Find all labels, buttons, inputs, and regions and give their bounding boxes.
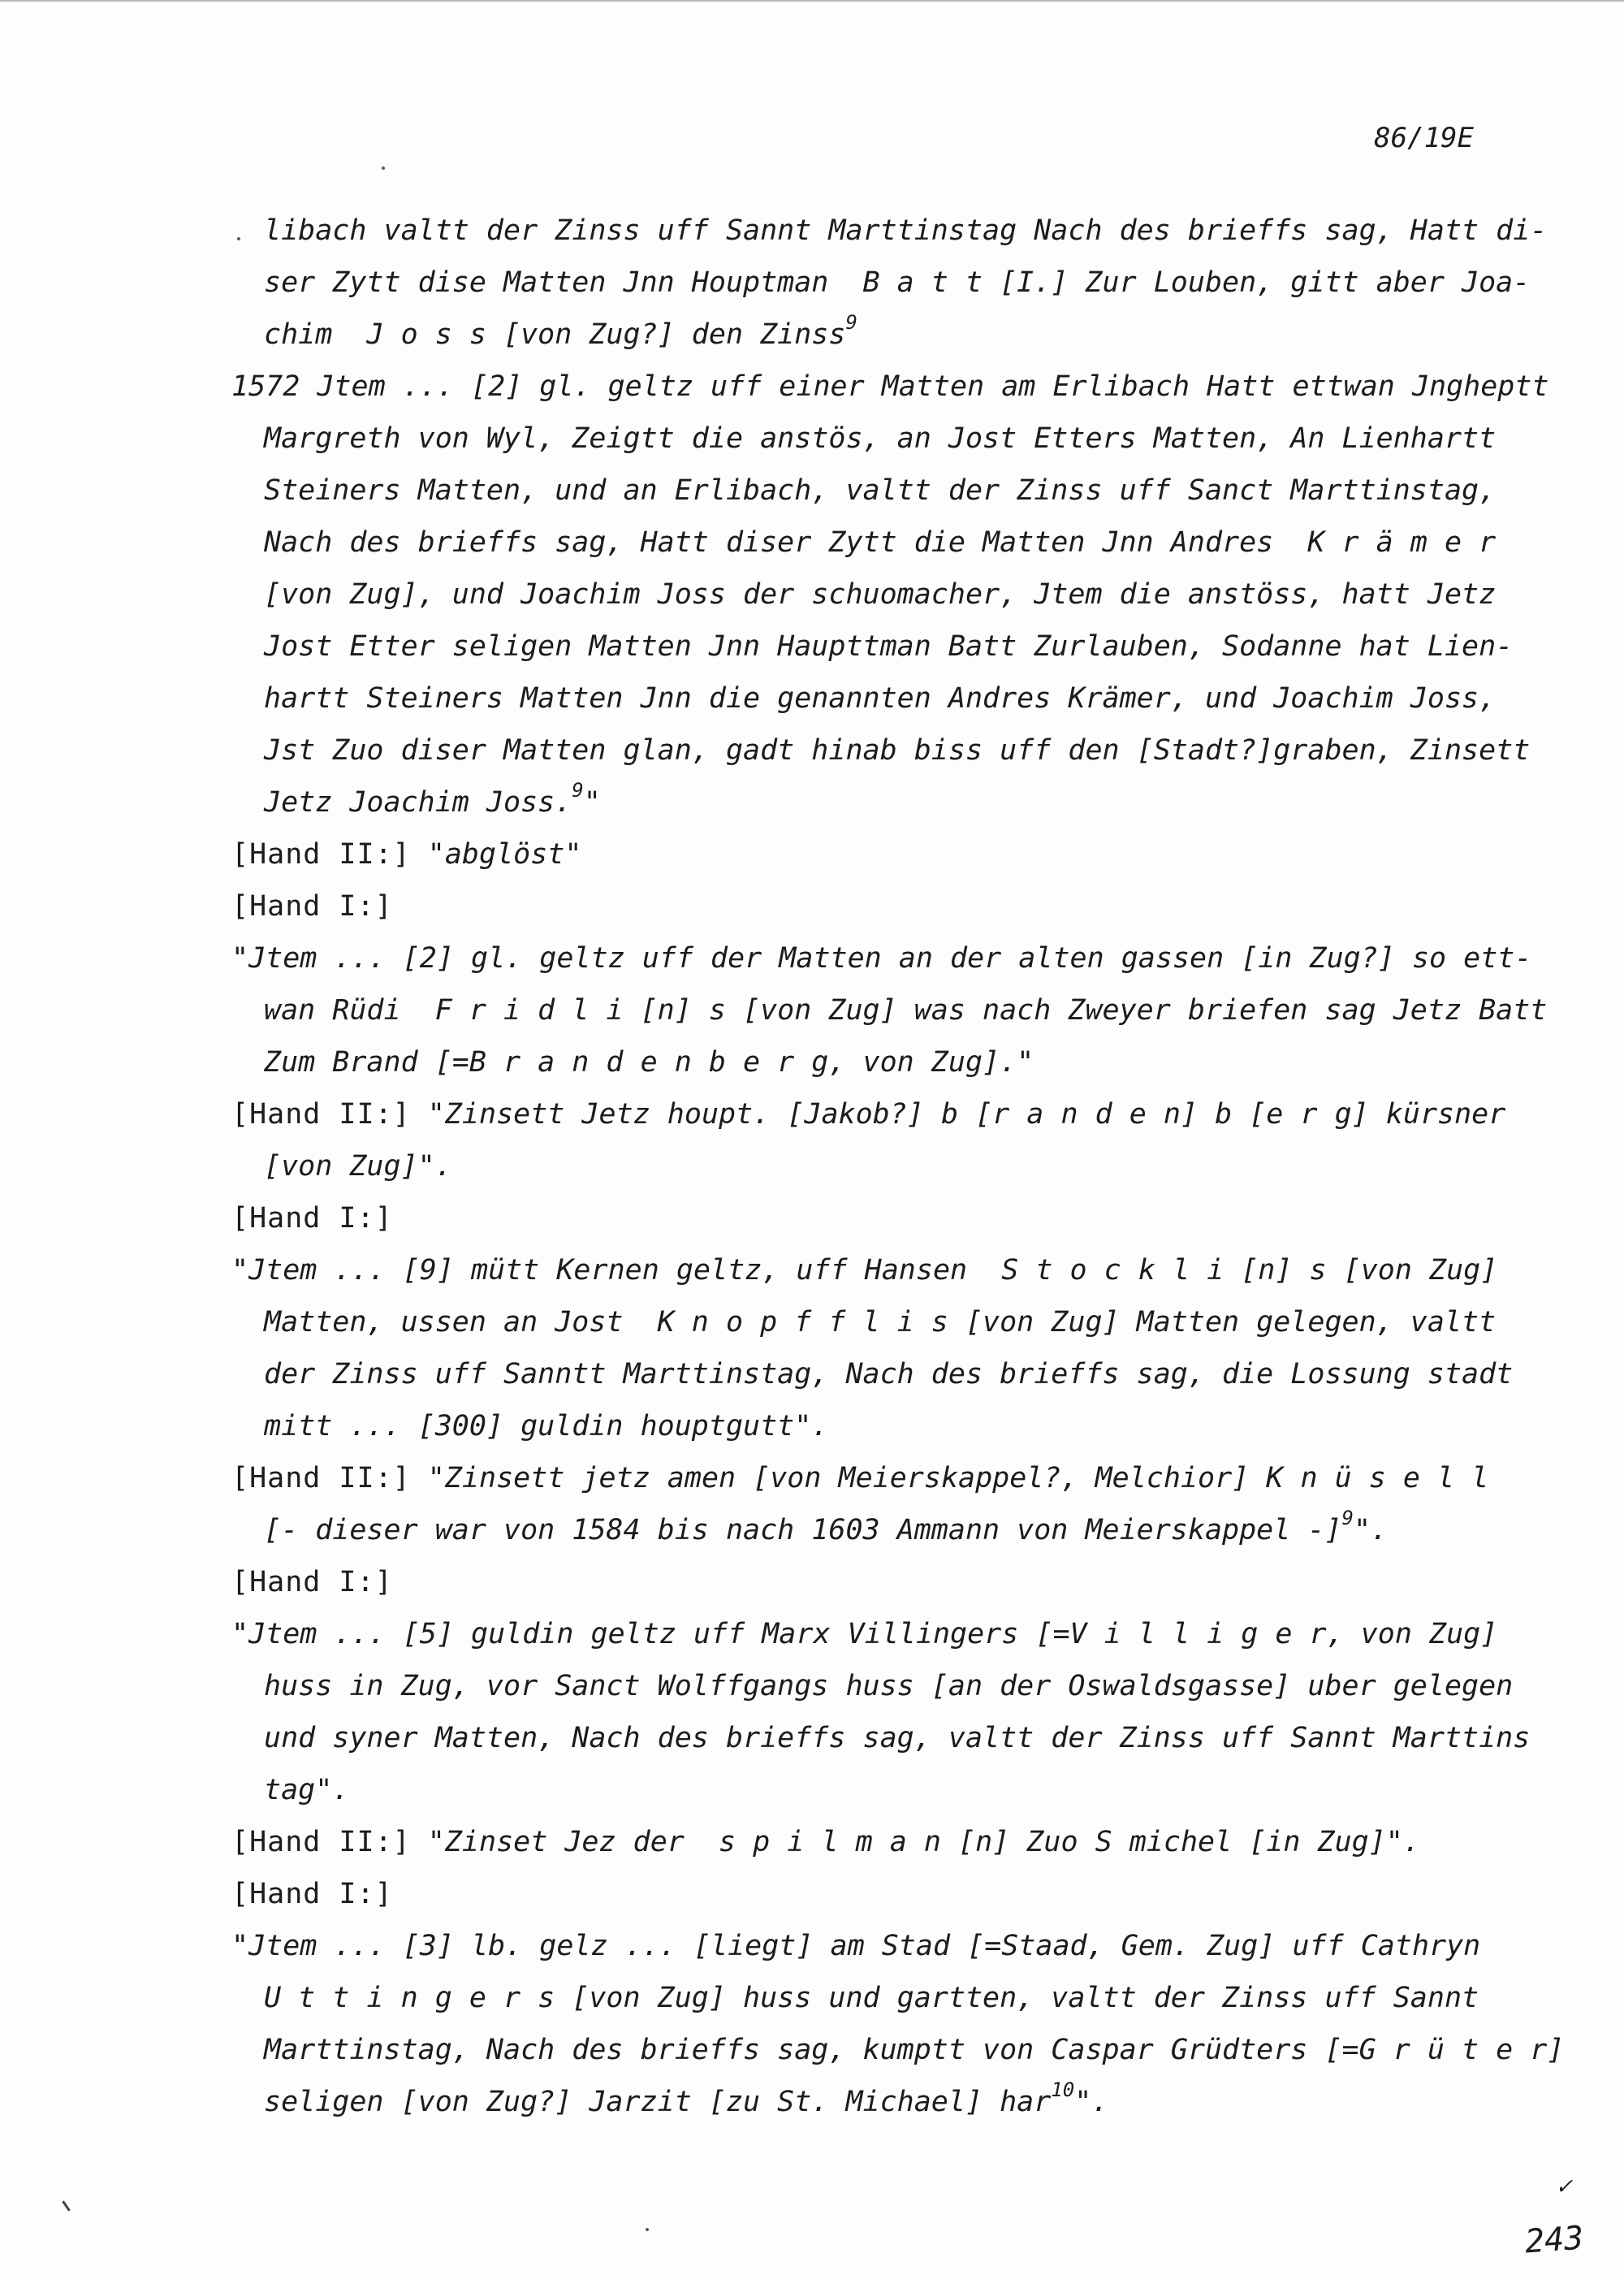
hand-marker-line (231, 1452, 1502, 1504)
hand-marker-line (231, 880, 1502, 932)
text-line (231, 1140, 1502, 1192)
hand-marker-line (231, 1192, 1502, 1244)
document-body (231, 205, 1565, 2128)
text-line (231, 205, 1548, 257)
line-text: libach valtt der Zinss uff Sannt Marttinstag Nach des brieffs sag, Hatt di- (264, 214, 1548, 247)
text-line (231, 1608, 1502, 1660)
line-text: mitt ... [300] guldin houptgutt". (264, 1410, 829, 1442)
margin-tick-mark (62, 2200, 70, 2211)
line-text: "abglöst" (410, 838, 582, 871)
line-text: Zum Brand [=B r a n d e n b e r g, von Zug]." (264, 1046, 1034, 1079)
line-text: hartt Steiners Matten Jnn die genannten Andres Krämer, und Joachim Joss, (264, 682, 1497, 715)
text-line (231, 1764, 1502, 1816)
text-line (231, 1712, 1531, 1764)
text-line (231, 984, 1548, 1036)
line-text: Jst Zuo diser Matten glan, gadt hinab biss uff den [Stadt?]graben, Zinsett (264, 734, 1531, 767)
text-line (231, 1296, 1502, 1348)
line-text: [- dieser war von 1584 bis nach 1603 Ammann von Meierskappel -] (264, 1514, 1342, 1546)
text-line (231, 517, 1502, 569)
hand-label: [Hand II:] (231, 1826, 411, 1858)
line-text: ser Zytt dise Matten Jnn Houptman B a t t [I.] Zur Louben, gitt aber Joa- (264, 266, 1531, 299)
text-line (231, 413, 1502, 465)
text-line (231, 932, 1532, 984)
hand-label: [Hand II:] (231, 838, 411, 871)
line-text: "Zinsett jetz amen [von Meierskappel?, Melchior] K n ü s e l l (410, 1462, 1489, 1494)
footnote-ref: 9 (572, 779, 584, 802)
hand-marker-line (231, 1088, 1506, 1140)
page-top-edge (0, 0, 1624, 2)
line-text: "Zinset Jez der s p i l m a n [n] Zuo S michel [in Zug]". (410, 1826, 1420, 1858)
line-text: "Jtem ... [9] mütt Kernen geltz, uff Hansen S t o c k l i [n] s [von Zug] (231, 1254, 1498, 1287)
text-line (231, 1400, 1502, 1452)
hand-label: [Hand II:] (231, 1098, 411, 1131)
line-text: Jost Etter seligen Matten Jnn Haupttman Batt Zurlauben, Sodanne hat Lien- (264, 630, 1514, 663)
text-line (231, 257, 1531, 309)
hand-marker-line (231, 1868, 1502, 1920)
hand-marker-line (231, 1816, 1502, 1868)
text-line (231, 569, 1502, 621)
line-text-tail: " (583, 786, 601, 819)
text-line (231, 2024, 1565, 2076)
line-text: Marttinstag, Nach des brieffs sag, kumptt von Caspar Grüdters [=G r ü t e r] (264, 2034, 1565, 2066)
paper-speck (646, 2228, 649, 2231)
line-text: "Jtem ... [3] lb. gelz ... [liegt] am Stad [=Staad, Gem. Zug] uff Cathryn (231, 1930, 1481, 1962)
text-line (231, 1036, 1502, 1088)
text-line (231, 2076, 1502, 2128)
footnote-ref: 9 (1341, 1507, 1354, 1529)
line-text: tag". (264, 1774, 350, 1806)
line-text: Jetz Joachim Joss. (264, 786, 572, 819)
text-line (231, 1504, 1502, 1556)
hand-label: [Hand I:] (231, 890, 393, 923)
line-text: wan Rüdi F r i d l i [n] s [von Zug] was nach Zweyer briefen sag Jetz Batt (264, 994, 1548, 1027)
line-text: seligen [von Zug?] Jarzit [zu St. Michael] har (264, 2086, 1052, 2118)
line-text: der Zinss uff Sanntt Marttinstag, Nach des brieffs sag, die Lossung stadt (264, 1358, 1514, 1391)
page-number: 86/19E (1374, 122, 1474, 154)
line-text: [von Zug], und Joachim Joss der schuomacher, Jtem die anstöss, hatt Jetz (264, 578, 1497, 611)
text-line (231, 361, 1549, 413)
text-line (231, 1972, 1502, 2024)
text-line (231, 621, 1514, 673)
line-text: Steiners Matten, und an Erlibach, valtt der Zinss uff Sanct Marttinstag, (264, 474, 1497, 507)
paper-speck (237, 237, 240, 240)
line-text-tail: ". (1074, 2086, 1109, 2118)
footnote-ref: 9 (845, 311, 857, 334)
text-line (231, 1920, 1502, 1972)
text-line (231, 724, 1531, 776)
paper-speck (382, 167, 385, 170)
text-line (231, 1660, 1514, 1712)
line-text: chim J o s s [von Zug?] den Zinss (264, 318, 846, 351)
text-line (231, 1244, 1502, 1296)
line-text: Matten, ussen an Jost K n o p f f l i s [von Zug] Matten gelegen, valtt (264, 1306, 1497, 1339)
hand-marker-line (231, 828, 1502, 880)
line-text: "Jtem ... [5] guldin geltz uff Marx Villingers [=V i l l i g e r, von Zug] (231, 1618, 1498, 1650)
text-line (231, 673, 1502, 724)
hand-label: [Hand I:] (231, 1566, 393, 1598)
line-text: "Jtem ... [2] gl. geltz uff der Matten an der alten gassen [in Zug?] so ett- (231, 942, 1532, 975)
line-text: "Zinsett Jetz houpt. [Jakob?] b [r a n d e n] b [e r g] kürsner (410, 1098, 1506, 1131)
handwritten-page-number: 243 (1523, 2219, 1585, 2261)
line-text: U t t i n g e r s [von Zug] huss und gartten, valtt der Zinss uff Sannt (264, 1982, 1479, 2014)
line-text: Nach des brieffs sag, Hatt diser Zytt die Matten Jnn Andres K r ä m e r (264, 526, 1497, 559)
text-line (231, 776, 1502, 828)
footnote-ref: 10 (1051, 2078, 1075, 2101)
line-text: Margreth von Wyl, Zeigtt die anstös, an Jost Etters Matten, An Lienhartt (264, 422, 1497, 455)
hand-label: [Hand I:] (231, 1202, 393, 1235)
text-line (231, 1348, 1514, 1400)
line-text: und syner Matten, Nach des brieffs sag, valtt der Zinss uff Sannt Marttins (264, 1722, 1531, 1754)
hand-marker-line (231, 1556, 1502, 1608)
hand-label: [Hand II:] (231, 1462, 411, 1494)
text-line (231, 465, 1502, 517)
line-text: 1572 Jtem ... [2] gl. geltz uff einer Matten am Erlibach Hatt ettwan Jngheptt (231, 370, 1549, 403)
line-text: [von Zug]". (264, 1150, 452, 1183)
text-line (231, 309, 1502, 361)
line-text-tail: ". (1353, 1514, 1389, 1546)
hand-label: [Hand I:] (231, 1878, 393, 1910)
line-text: huss in Zug, vor Sanct Wolffgangs huss [an der Oswaldsgasse] uber gelegen (264, 1670, 1514, 1702)
handwritten-check-mark: ✓ (1556, 2172, 1571, 2200)
